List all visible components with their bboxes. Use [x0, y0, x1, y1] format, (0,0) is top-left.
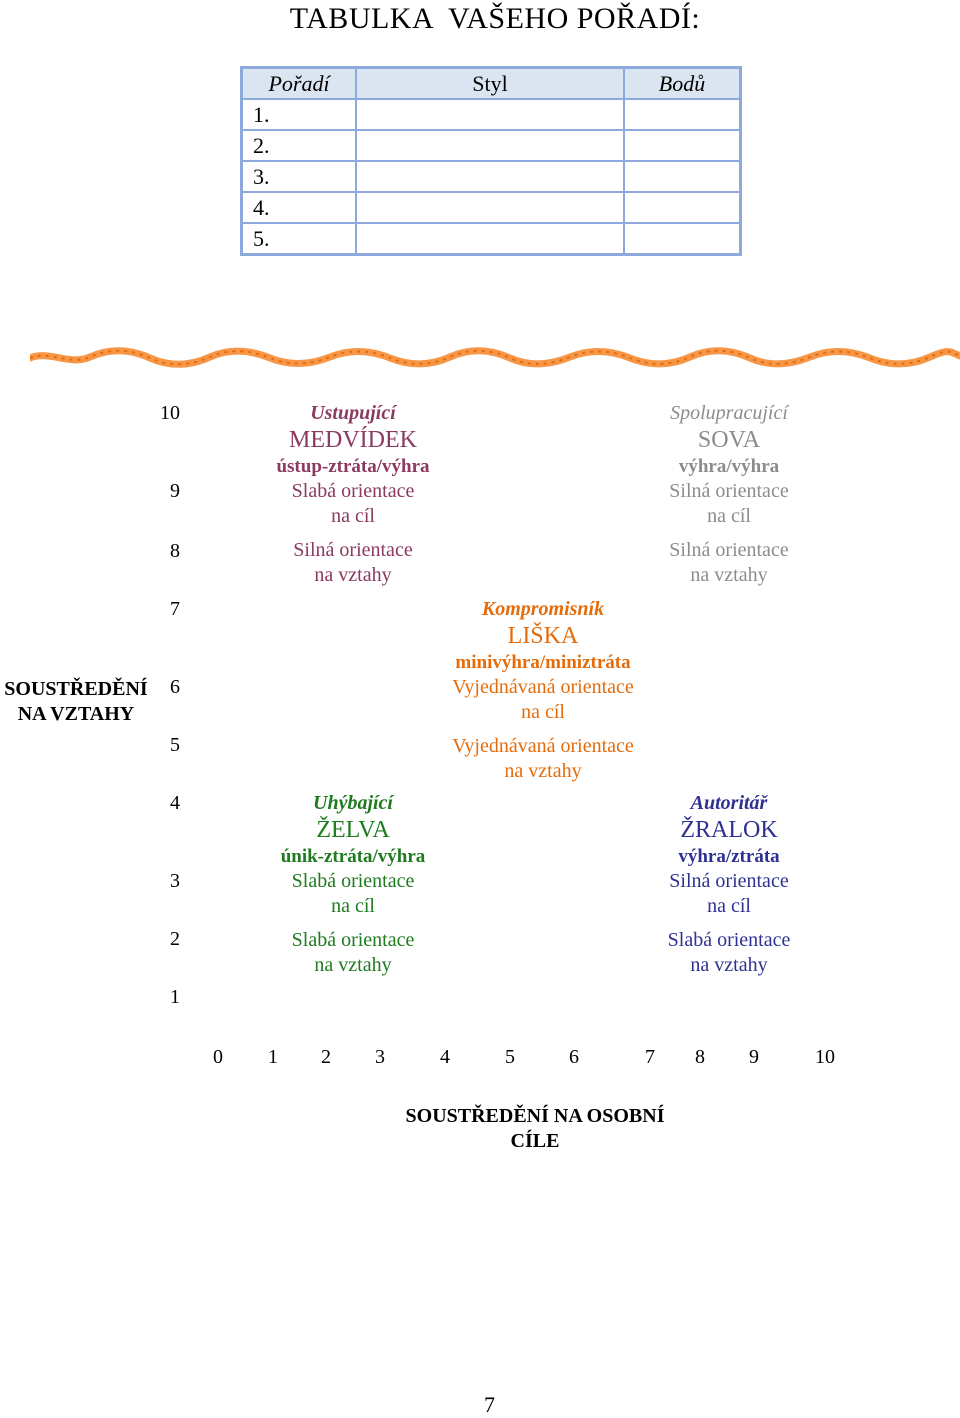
- style-name: LIŠKA: [507, 623, 579, 649]
- y-tick: 4: [170, 792, 180, 814]
- rank-cell: 3.: [242, 161, 357, 192]
- style-name: SOVA: [697, 427, 761, 453]
- x-tick: 6: [569, 1046, 579, 1068]
- style-type: Kompromisník: [481, 598, 605, 620]
- x-tick: 0: [213, 1046, 223, 1068]
- x-axis-title: SOUSTŘEDĚNÍ NA OSOBNÍ CÍLE: [405, 1105, 665, 1152]
- style-cell[interactable]: [356, 161, 624, 192]
- style-cell[interactable]: [356, 223, 624, 255]
- style-block-owl: Spolupracující SOVA výhra/výhra Silná orientace na cíl Silná orientace na vztahy: [624, 401, 834, 588]
- points-cell[interactable]: [624, 99, 741, 130]
- y-tick: 10: [160, 402, 180, 424]
- style-block-turtle: Uhýbající ŽELVA únik-ztráta/výhra Slabá orientace na cíl Slabá orientace na vztahy: [248, 791, 458, 978]
- style-block-fox: Kompromisník LIŠKA minivýhra/miniztráta Vyjednávaná orientace na cíl Vyjednávaná orientace na vztahy: [423, 597, 663, 784]
- style-name: MEDVÍDEK: [289, 427, 417, 453]
- page-number: 7: [484, 1392, 495, 1417]
- style-cell[interactable]: [356, 99, 624, 130]
- style-result: výhra/výhra: [678, 456, 780, 477]
- y-tick: 3: [170, 870, 180, 892]
- style-type: Ustupující: [310, 402, 396, 424]
- points-cell[interactable]: [624, 130, 741, 161]
- x-tick: 2: [321, 1046, 331, 1068]
- table-row: [242, 223, 741, 255]
- style-name: ŽRALOK: [680, 817, 778, 843]
- y-tick: 6: [170, 676, 180, 698]
- x-tick: 10: [815, 1046, 835, 1068]
- y-tick: 2: [170, 928, 180, 950]
- rank-cell: 1.: [242, 99, 357, 130]
- style-result: minivýhra/miniztráta: [455, 652, 631, 673]
- y-tick: 1: [170, 986, 180, 1008]
- x-tick: 9: [749, 1046, 759, 1068]
- x-tick: 3: [375, 1046, 385, 1068]
- table-row: [242, 99, 741, 130]
- table-row: [242, 130, 741, 161]
- points-cell[interactable]: [624, 223, 741, 255]
- x-tick: 5: [505, 1046, 515, 1068]
- rank-cell: 5.: [242, 223, 357, 255]
- x-tick: 7: [645, 1046, 655, 1068]
- table-row: [242, 192, 741, 223]
- style-cell[interactable]: [356, 130, 624, 161]
- style-result: výhra/ztráta: [678, 846, 780, 867]
- rank-cell: 2.: [242, 130, 357, 161]
- x-tick: 4: [440, 1046, 450, 1068]
- y-axis-title: SOUSTŘEDĚNÍ NA VZTAHY: [4, 678, 148, 725]
- table-row: [242, 161, 741, 192]
- rank-cell: 4.: [242, 192, 357, 223]
- header-style: Styl: [356, 68, 624, 100]
- wave-divider: [30, 346, 960, 368]
- style-name: ŽELVA: [316, 817, 390, 843]
- x-tick: 1: [268, 1046, 278, 1068]
- style-type: Autoritář: [690, 792, 768, 814]
- header-rank: Pořadí: [242, 68, 357, 100]
- style-type: Uhýbající: [313, 792, 393, 814]
- ranking-table: [240, 66, 742, 256]
- style-result: ústup-ztráta/výhra: [276, 456, 430, 477]
- y-tick: 9: [170, 480, 180, 502]
- header-points: Bodů: [624, 68, 741, 100]
- page-title: TABULKA VAŠEHO POŘADÍ:: [289, 2, 701, 35]
- y-tick: 8: [170, 540, 180, 562]
- style-result: únik-ztráta/výhra: [280, 846, 426, 867]
- style-cell[interactable]: [356, 192, 624, 223]
- y-tick: 5: [170, 734, 180, 756]
- style-block-bear: Ustupující MEDVÍDEK ústup-ztráta/výhra Slabá orientace na cíl Silná orientace na vztahy: [248, 401, 458, 588]
- table-header-row: [242, 68, 741, 100]
- points-cell[interactable]: [624, 192, 741, 223]
- y-tick: 7: [170, 598, 180, 620]
- points-cell[interactable]: [624, 161, 741, 192]
- style-block-shark: Autoritář ŽRALOK výhra/ztráta Silná orientace na cíl Slabá orientace na vztahy: [624, 791, 834, 978]
- style-type: Spolupracující: [670, 402, 788, 424]
- x-tick: 8: [695, 1046, 705, 1068]
